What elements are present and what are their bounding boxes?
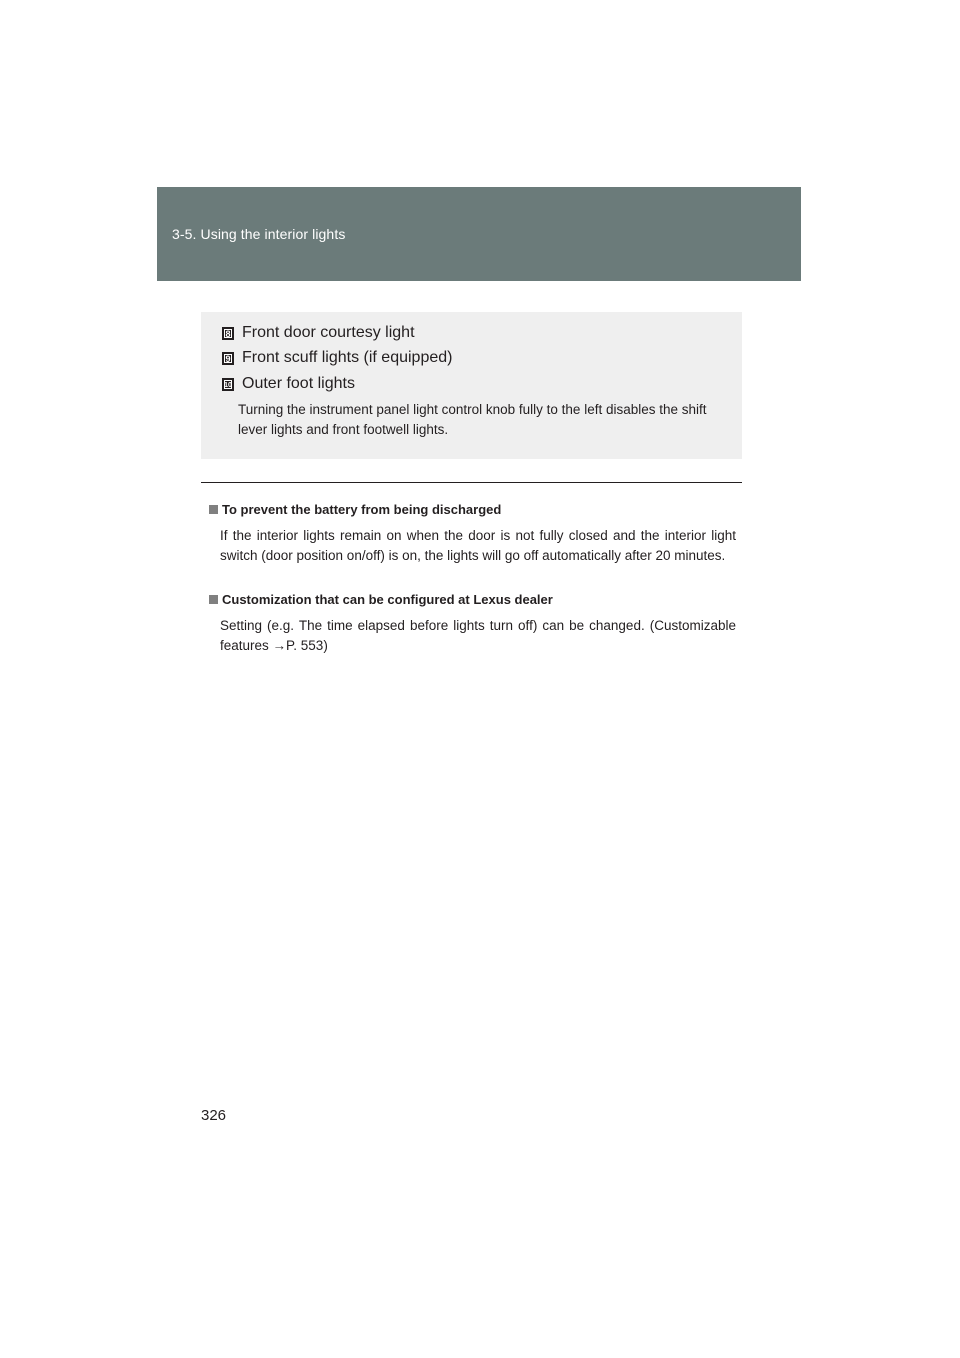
note-heading-text: Customization that can be configured at Lexus dealer [222,592,553,607]
item-label: Front scuff lights (if equipped) [242,349,453,366]
list-item [222,324,415,342]
page-number: 326 [201,1107,227,1124]
square-bullet-icon [209,505,218,514]
item-label: Outer foot lights [242,375,355,392]
square-bullet-icon [209,595,218,604]
number-8-icon: 8 [222,327,234,340]
note-heading-text: To prevent the battery from being discharged [222,502,502,517]
divider [201,482,742,483]
section-title: 3-5. Using the interior lights [172,226,346,242]
list-item [222,375,355,393]
header-band [157,187,801,281]
note-heading [209,502,501,517]
note-heading [209,592,553,607]
info-box [201,312,742,459]
note-body: Setting (e.g. The time elapsed before lights turn off) can be changed. (Customizable features →P. 553) [220,618,736,653]
list-item [222,349,452,367]
note-body: If the interior lights remain on when the door is not fully closed and the interior light switch (door position on/off) is on, the lights will go off automatically after 20 minutes. [220,528,736,563]
number-10-icon: 10 [222,378,234,391]
number-9-icon: 9 [222,352,234,365]
item-label: Front door courtesy light [242,324,415,341]
item-description: Turning the instrument panel light control knob fully to the left disables the shift lever lights and front footwell lights. [238,402,707,437]
